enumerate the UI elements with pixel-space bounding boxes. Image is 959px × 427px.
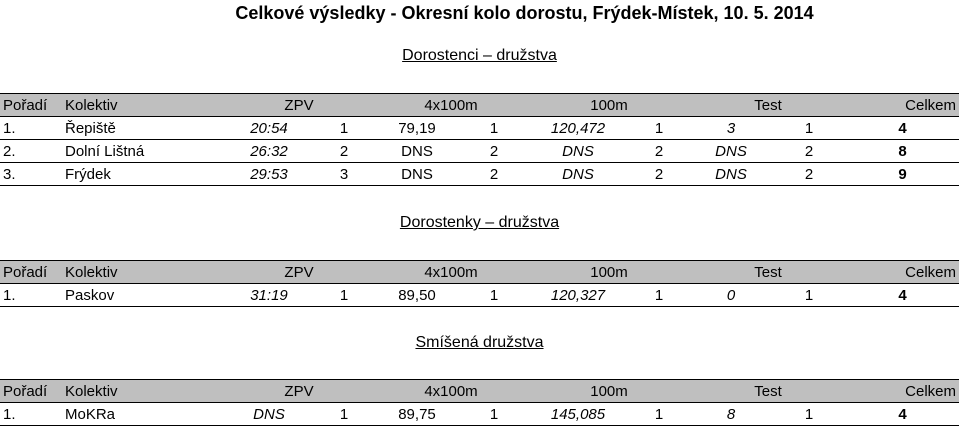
cell-relay-time: 89,50 bbox=[374, 284, 460, 307]
cell-zpv-rank: 1 bbox=[314, 117, 374, 140]
cell-test-points: DNS bbox=[690, 140, 772, 163]
cell-hurdles-rank: 1 bbox=[628, 117, 690, 140]
header-zpv: ZPV bbox=[224, 261, 374, 284]
header-total: Celkem bbox=[846, 94, 959, 117]
table-row bbox=[0, 163, 959, 186]
header-relay: 4x100m bbox=[374, 380, 528, 403]
header-hurdles: 100m bbox=[528, 94, 690, 117]
cell-hurdles-time: 120,472 bbox=[528, 117, 628, 140]
cell-hurdles-time: DNS bbox=[528, 140, 628, 163]
cell-team: Dolní Lištná bbox=[62, 140, 224, 163]
header-rank: Pořadí bbox=[0, 94, 62, 117]
cell-zpv-time: 29:53 bbox=[224, 163, 314, 186]
cell-test-rank: 2 bbox=[772, 140, 846, 163]
cell-test-rank: 2 bbox=[772, 163, 846, 186]
header-test: Test bbox=[690, 261, 846, 284]
cell-relay-rank: 1 bbox=[460, 403, 528, 426]
cell-test-points: 8 bbox=[690, 403, 772, 426]
table-row bbox=[0, 140, 959, 163]
cell-zpv-rank: 2 bbox=[314, 140, 374, 163]
cell-test-rank: 1 bbox=[772, 284, 846, 307]
cell-hurdles-time: DNS bbox=[528, 163, 628, 186]
cell-team: Frýdek bbox=[62, 163, 224, 186]
header-row bbox=[0, 261, 959, 284]
results-table-mixed bbox=[0, 379, 959, 426]
cell-relay-rank: 1 bbox=[460, 284, 528, 307]
cell-hurdles-rank: 1 bbox=[628, 403, 690, 426]
cell-test-points: 0 bbox=[690, 284, 772, 307]
cell-zpv-time: 20:54 bbox=[224, 117, 314, 140]
header-test: Test bbox=[690, 94, 846, 117]
table-row bbox=[0, 284, 959, 307]
cell-test-points: DNS bbox=[690, 163, 772, 186]
cell-relay-time: 89,75 bbox=[374, 403, 460, 426]
cell-hurdles-rank: 2 bbox=[628, 163, 690, 186]
header-hurdles: 100m bbox=[528, 261, 690, 284]
cell-test-rank: 1 bbox=[772, 117, 846, 140]
header-relay: 4x100m bbox=[374, 261, 528, 284]
cell-zpv-time: 31:19 bbox=[224, 284, 314, 307]
header-rank: Pořadí bbox=[0, 261, 62, 284]
cell-test-rank: 1 bbox=[772, 403, 846, 426]
cell-relay-time: 79,19 bbox=[374, 117, 460, 140]
cell-relay-rank: 2 bbox=[460, 140, 528, 163]
header-hurdles: 100m bbox=[528, 380, 690, 403]
cell-total: 8 bbox=[846, 140, 959, 163]
header-row bbox=[0, 380, 959, 403]
cell-relay-time: DNS bbox=[374, 163, 460, 186]
header-relay: 4x100m bbox=[374, 94, 528, 117]
header-total: Celkem bbox=[846, 261, 959, 284]
cell-total: 9 bbox=[846, 163, 959, 186]
cell-zpv-rank: 1 bbox=[314, 403, 374, 426]
cell-team: MoKRa bbox=[62, 403, 224, 426]
results-table-boys bbox=[0, 93, 959, 186]
cell-hurdles-time: 145,085 bbox=[528, 403, 628, 426]
cell-team: Paskov bbox=[62, 284, 224, 307]
cell-hurdles-time: 120,327 bbox=[528, 284, 628, 307]
section-title-boys: Dorostenci – družstva bbox=[402, 47, 557, 64]
cell-relay-rank: 2 bbox=[460, 163, 528, 186]
cell-total: 4 bbox=[846, 403, 959, 426]
section-title-mixed: Smíšená družstva bbox=[415, 334, 544, 351]
cell-relay-time: DNS bbox=[374, 140, 460, 163]
header-total: Celkem bbox=[846, 380, 959, 403]
cell-hurdles-rank: 1 bbox=[628, 284, 690, 307]
header-row bbox=[0, 94, 959, 117]
results-table-girls bbox=[0, 260, 959, 307]
header-zpv: ZPV bbox=[224, 94, 374, 117]
cell-zpv-time: DNS bbox=[224, 403, 314, 426]
cell-relay-rank: 1 bbox=[460, 117, 528, 140]
cell-zpv-time: 26:32 bbox=[224, 140, 314, 163]
cell-team: Řepiště bbox=[62, 117, 224, 140]
cell-rank: 3. bbox=[0, 163, 62, 186]
cell-rank: 2. bbox=[0, 140, 62, 163]
header-team: Kolektiv bbox=[62, 261, 224, 284]
header-team: Kolektiv bbox=[62, 94, 224, 117]
cell-total: 4 bbox=[846, 117, 959, 140]
cell-rank: 1. bbox=[0, 117, 62, 140]
cell-zpv-rank: 3 bbox=[314, 163, 374, 186]
header-test: Test bbox=[690, 380, 846, 403]
table-row bbox=[0, 403, 959, 426]
header-team: Kolektiv bbox=[62, 380, 224, 403]
header-rank: Pořadí bbox=[0, 380, 62, 403]
cell-test-points: 3 bbox=[690, 117, 772, 140]
page-title: Celkové výsledky - Okresní kolo dorostu, Frýdek-Místek, 10. 5. 2014 bbox=[235, 3, 814, 23]
cell-rank: 1. bbox=[0, 284, 62, 307]
cell-rank: 1. bbox=[0, 403, 62, 426]
table-row bbox=[0, 117, 959, 140]
section-title-girls: Dorostenky – družstva bbox=[399, 214, 560, 231]
cell-zpv-rank: 1 bbox=[314, 284, 374, 307]
cell-total: 4 bbox=[846, 284, 959, 307]
header-zpv: ZPV bbox=[224, 380, 374, 403]
cell-hurdles-rank: 2 bbox=[628, 140, 690, 163]
